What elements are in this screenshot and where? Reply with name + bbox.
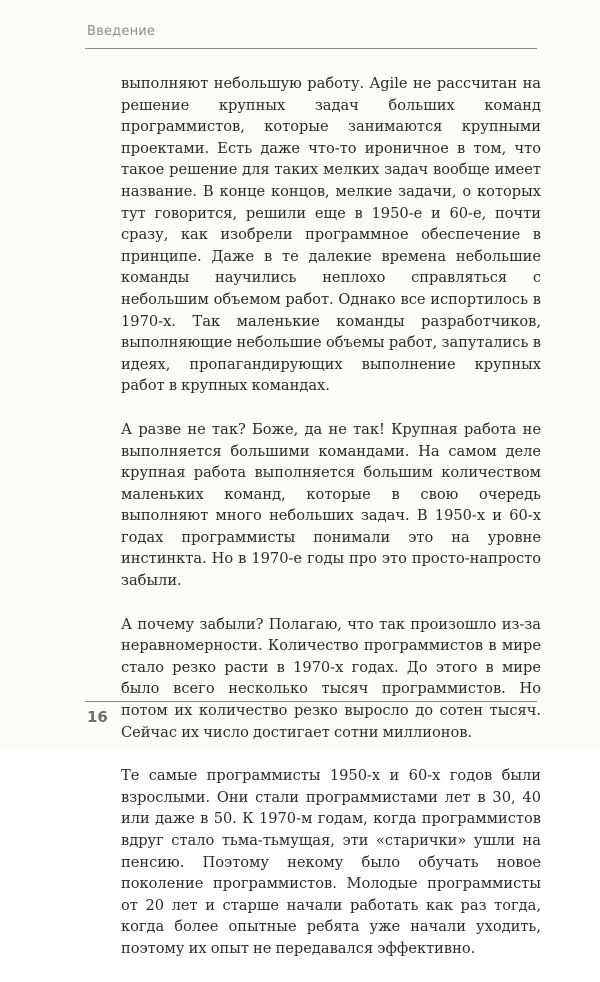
paragraph-2: А разве не так? Боже, да не так! Крупная работа не выполняется большими командами. На самом деле крупная работа выполняется большим количеством маленьких команд, которые в свою очередь выполняют много небольших задач. В 1950-х и 60-х годах программисты понимали это на уровне инстинкта. Но в 1970-е годы про это просто-напросто забыли.: [121, 420, 541, 590]
page-number: 16: [87, 708, 108, 726]
paragraph-4: Те самые программисты 1950-х и 60-х годов были взрослыми. Они стали программистами лет в 30, 40 или даже в 50. К 1970-м годам, когда программистов вдруг стало тьма-тьмущая, эти «старички» ушли на пенсию. Поэтому некому было обучать новое поколение программистов. Молодые программисты от 20 лет и старше начали работать как раз тогда, когда более опытные ребята уже начали уходить, поэтому их опыт не передавался эффективно.: [121, 767, 541, 957]
body-text: [121, 73, 541, 982]
footer-divider: [85, 701, 537, 702]
paragraph-3: А почему забыли? Полагаю, что так произошло из-за неравномерности. Количество программистов в мире стало резко расти в 1970-х годах. До этого в мире было всего несколько тысяч программистов. Но потом их количество резко выросло до сотен тысяч. Сейчас их число достигает сотни миллионов.: [121, 615, 541, 741]
paragraph-1: выполняют небольшую работу. Agile не рассчитан на решение крупных задач больших команд программистов, которые занимаются крупными проектами. Есть даже что-то ироничное в том, что такое решение для таких мелких задач вообще имеет название. В конце концов, мелкие задачи, о которых тут говорится, решили еще в 1950-е и 60-е, почти сразу, как изобрели программное обеспечение в принципе. Даже в те далекие времена небольшие команды научились неплохо справляться с небольшим объемом работ. Однако все испортилось в 1970-х. Так маленькие команды разработчиков, выполняющие небольшие объемы работ, запутались в идеях, пропагандирующих выполнение крупных работ в крупных командах.: [121, 75, 541, 395]
chapter-title: Введение: [87, 24, 156, 39]
running-header: [85, 22, 537, 49]
